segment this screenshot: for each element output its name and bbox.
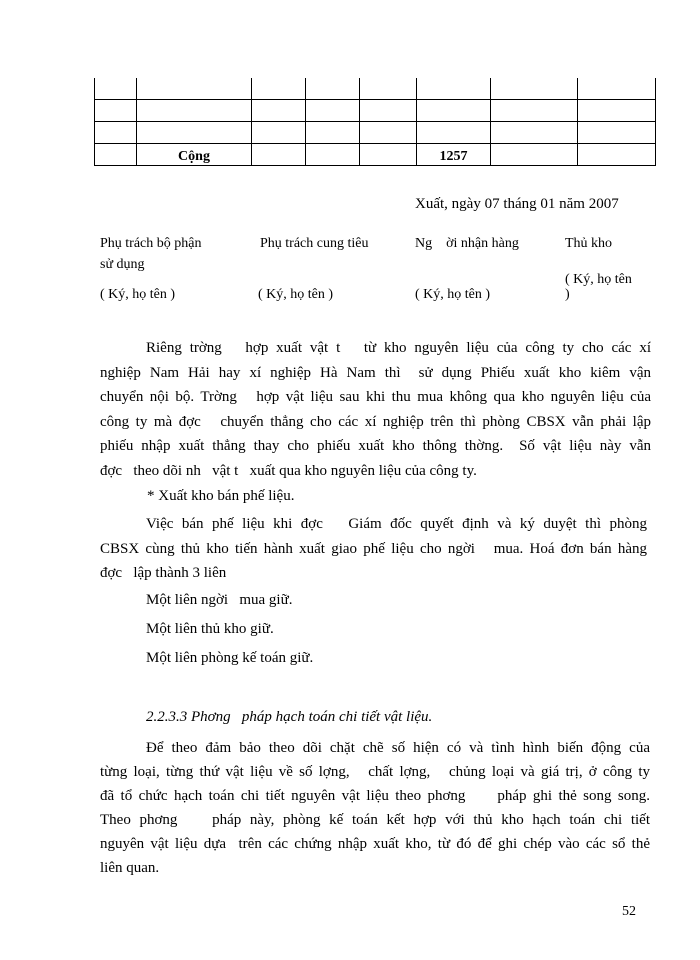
table-cell [360,144,417,166]
table-cell [252,122,306,144]
text-line: nguyên vật liệu dựa trên các chứng nhập xuất kho, từ đó để ghi chép vào các sổ thẻ [100,836,650,852]
table-cell [306,122,360,144]
table-cell [491,100,578,122]
list-item: Một liên ngời mua giữ. [146,592,293,608]
signature-title-cont: sử dụng [100,257,145,272]
table-cell [306,144,360,166]
table-cell [306,100,360,122]
signature-sign: ( Ký, họ tên ) [258,287,334,302]
table-cell [491,144,578,166]
signature-sign-cont: ) [565,287,570,302]
list-item: Một liên phòng kế toán giữ. [146,650,314,666]
table-cell [252,144,306,166]
table-row [95,100,656,122]
table-cell [417,122,491,144]
table-cell [417,100,491,122]
materials-table [94,78,656,166]
text-line: CBSX cùng thủ kho tiến hành xuất giao phế liệu cho ngời mua. Hoá đơn bán hàng [100,540,647,557]
table-cell [252,100,306,122]
table-cell [578,144,656,166]
date-line: Xuất, ngày 07 tháng 01 năm 2007 [415,196,619,212]
table-cell [578,78,656,100]
table-row [95,144,656,166]
table-row [95,78,656,100]
text-line: Để theo đảm bảo theo dõi chặt chẽ số hiện có và tình hình biến động của [146,740,650,756]
table-cell [137,122,252,144]
table-cell [95,78,137,100]
table-cell [491,78,578,100]
table-cell [417,78,491,100]
text-line: đợc theo dõi nh vật t xuất qua kho nguyên liệu của công ty. [100,462,477,479]
table-cell [137,78,252,100]
text-line: liên quan. [100,860,160,876]
section-heading: 2.2.3.3 Phơng pháp hạch toán chi tiết vật liệu. [146,709,433,725]
table-cell [95,144,137,166]
signature-sign: ( Ký, họ tên [565,272,632,287]
page-number: 52 [622,904,636,919]
table-cell [360,100,417,122]
bullet-heading: * Xuất kho bán phế liệu. [147,488,295,504]
text-line: chuyển nội bộ. Trờng hợp vật liệu sau khi thu mua không qua kho nguyên liệu của [100,389,651,405]
text-line: Việc bán phế liệu khi đợc Giám đốc quyết định và ký duyệt thì phòng [146,516,647,532]
table-cell: Cộng [137,144,252,166]
text-line: đã tổ chức hạch toán chi tiết nguyên vật liệu theo phơng pháp ghi thẻ song song. [100,788,650,804]
table-cell [360,78,417,100]
text-line: từng loại, từng thứ vật liệu về số lợng, chất lợng, chủng loại và giá trị, ở công ty [100,764,650,780]
signature-title: Phụ trách bộ phận [100,236,202,251]
table-cell [360,122,417,144]
signature-sign: ( Ký, họ tên ) [100,287,176,302]
table-cell: 1257 [417,144,491,166]
table-row [95,122,656,144]
table-cell [95,100,137,122]
signature-title: Ng ời nhận hàng [415,236,519,251]
list-item: Một liên thủ kho giữ. [146,621,274,637]
table-cell [252,78,306,100]
table-cell [306,78,360,100]
table-cell [578,100,656,122]
signature-sign: ( Ký, họ tên ) [415,287,491,302]
table-cell [137,100,252,122]
text-line: Riêng trờng hợp xuất vật t từ kho nguyên liệu của công ty cho các xí [146,340,651,356]
text-line: nghiệp Nam Hải hay xí nghiệp Hà Nam thì sử dụng Phiếu xuất kho kiêm vận [100,364,651,381]
text-line: đợc lập thành 3 liên [100,565,227,581]
text-line: phiếu nhập xuất thẳng thay cho phiếu xuất kho thông thờng. Số vật liệu này vẫn [100,438,651,454]
table-cell [95,122,137,144]
signature-title: Thủ kho [565,236,613,251]
table-cell [491,122,578,144]
table-cell [578,122,656,144]
signature-title: Phụ trách cung tiêu [260,236,369,251]
text-line: Theo phơng pháp này, phòng kế toán kết hợp với thủ kho hạch toán chi tiết [100,812,650,828]
text-line: công ty mà đợc chuyển thẳng cho các xí nghiệp trên thì phòng CBSX vẫn phải lập [100,413,651,430]
